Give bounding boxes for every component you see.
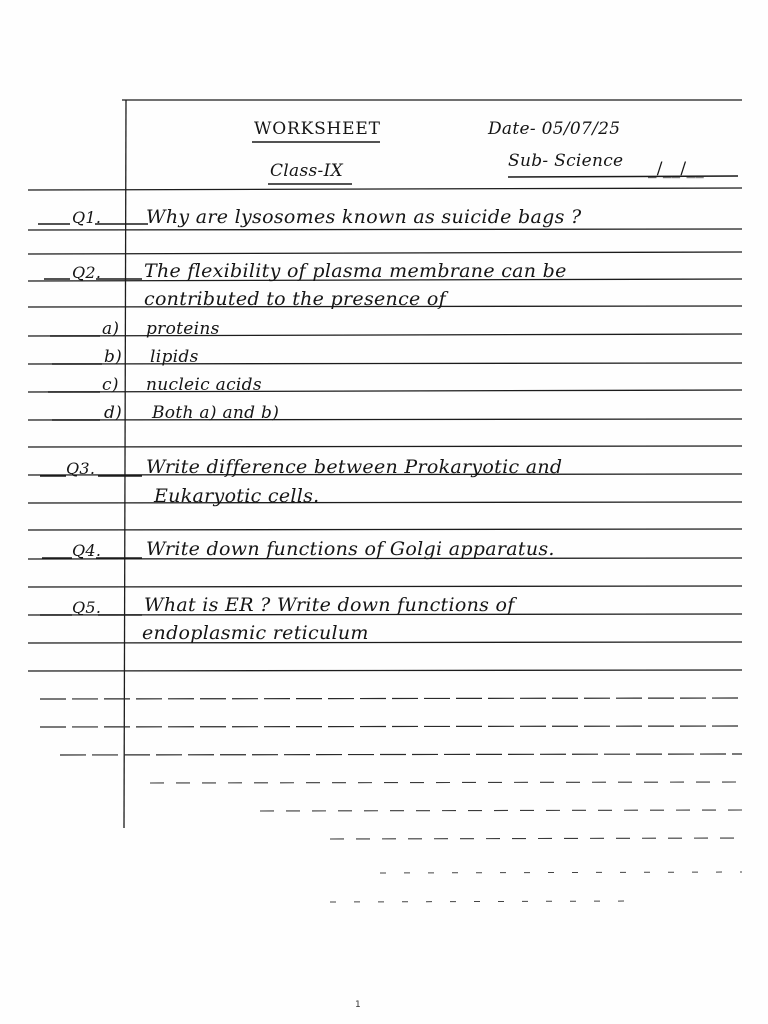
question-text: What is ER ? Write down functions of	[144, 594, 515, 616]
question-text: Write down functions of Golgi apparatus.	[146, 538, 555, 560]
worksheet-date: Date- 05/07/25	[488, 119, 621, 139]
worksheet-subject: Sub- Science	[508, 151, 624, 171]
question-number: Q2.	[72, 263, 102, 282]
question-text: Why are lysosomes known as suicide bags ?	[146, 206, 582, 228]
worksheet-title: WORKSHEET	[254, 119, 381, 139]
option-label: a)	[102, 319, 120, 339]
question-text: Eukaryotic cells.	[154, 485, 320, 507]
question-text: The flexibility of plasma membrane can be	[144, 260, 567, 282]
option-text: lipids	[150, 347, 199, 367]
question-number: Q3.	[66, 459, 96, 478]
worksheet-subject-tail: _/__/__	[648, 159, 705, 179]
option-label: d)	[104, 403, 123, 423]
question-text: contributed to the presence of	[144, 288, 446, 310]
option-text: Both a) and b)	[152, 403, 280, 423]
question-number: Q1.	[72, 208, 102, 227]
page-number: 1	[355, 1000, 361, 1010]
question-text: Write difference between Prokaryotic and	[146, 456, 563, 478]
worksheet-class: Class-IX	[270, 161, 343, 181]
question-text: endoplasmic reticulum	[142, 622, 369, 644]
option-label: c)	[102, 375, 119, 395]
question-number: Q5.	[72, 598, 102, 617]
option-text: proteins	[146, 319, 220, 339]
question-number: Q4.	[72, 541, 102, 560]
option-text: nucleic acids	[146, 375, 262, 395]
option-label: b)	[104, 347, 123, 367]
